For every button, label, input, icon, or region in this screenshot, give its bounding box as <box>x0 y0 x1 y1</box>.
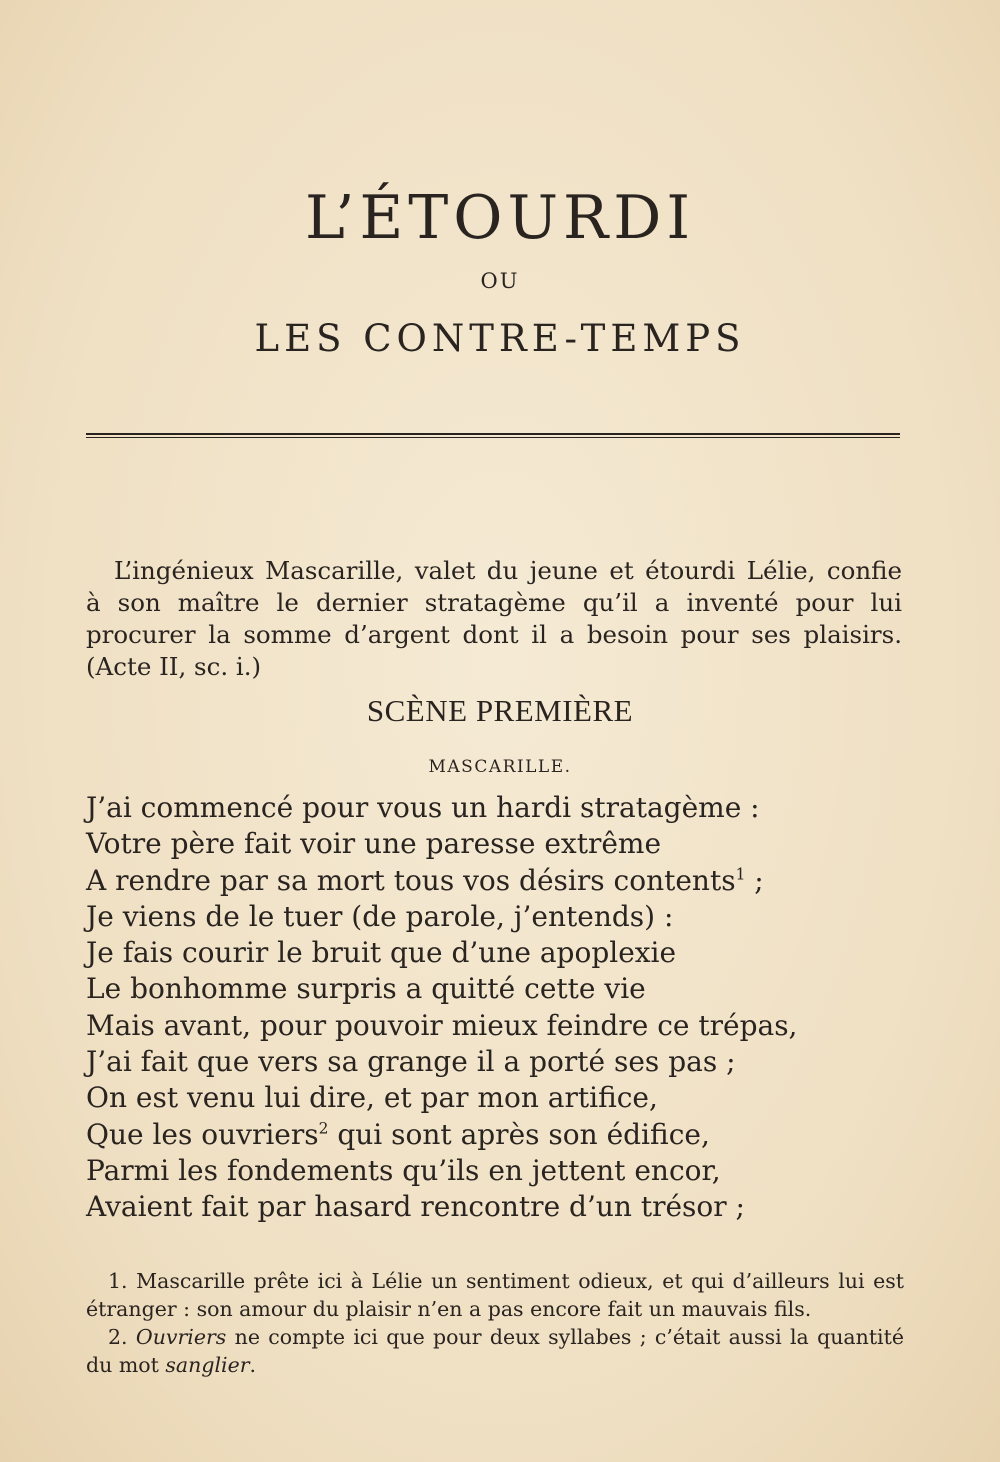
footnotes <box>86 1267 904 1379</box>
footnote-reference-1: 1 <box>735 865 746 884</box>
summary-line: (Acte II, sc. i.) <box>86 652 262 681</box>
play-title: L’ÉTOURDI <box>304 183 696 253</box>
footnote-text: ne compte ici que pour deux syllabes ; c’était aussi la quantité du mot <box>86 1325 904 1377</box>
summary-line: à son maître le dernier stratagème qu’il a inventé pour lui <box>86 588 902 617</box>
verse-line: Mais avant, pour pouvoir mieux feindre ce trépas, <box>86 1008 798 1042</box>
verse-line-punct: ; <box>745 863 764 897</box>
verse-block <box>86 790 906 1226</box>
footnote-number: 2. <box>108 1325 128 1349</box>
verse-line <box>86 1117 906 1153</box>
footnote-1 <box>86 1267 904 1323</box>
footnote-italic-word: sanglier <box>165 1353 250 1377</box>
verse-line: Je viens de le tuer (de parole, j’entends) : <box>86 899 674 933</box>
verse-line-text: A rendre par sa mort tous vos désirs contents <box>86 863 736 897</box>
verse-line: On est venu lui dire, et par mon artifice, <box>86 1081 658 1115</box>
footnote-number: 1. <box>108 1269 128 1293</box>
verse-line: Parmi les fondements qu’ils en jettent encor, <box>86 1153 721 1187</box>
verse-line: J’ai fait que vers sa grange il a porté ses pas ; <box>86 1045 736 1079</box>
scene-summary <box>86 555 902 683</box>
verse-line <box>86 863 906 899</box>
summary-line: L’ingénieux Mascarille, valet du jeune et étourdi Lélie, confie <box>114 556 902 585</box>
verse-line-text: Que les ouvriers <box>86 1117 319 1151</box>
title-conjunction: OU <box>480 269 520 293</box>
verse-line: Votre père fait voir une paresse extrême <box>86 827 662 861</box>
title-rule-divider <box>86 433 900 438</box>
speaker-name: MASCARILLE. <box>428 757 572 777</box>
footnote-text: Mascarille prête ici à Lélie un sentiment odieux, et qui d’ailleurs lui est étranger : son amour du plaisir n’en a pas encore fait un mauvais fils. <box>86 1269 904 1321</box>
footnote-end: . <box>249 1353 257 1377</box>
verse-line: Le bonhomme surpris a quitté cette vie <box>86 972 646 1006</box>
verse-line: J’ai commencé pour vous un hardi stratagème : <box>86 791 760 824</box>
footnote-italic-word: Ouvriers <box>135 1325 227 1349</box>
summary-line: procurer la somme d’argent dont il a besoin pour ses plaisirs. <box>86 620 902 649</box>
footnote-reference-2: 2 <box>318 1119 329 1138</box>
scene-heading: SCÈNE PREMIÈRE <box>366 693 634 728</box>
verse-line: Avaient fait par hasard rencontre d’un trésor ; <box>86 1190 745 1224</box>
verse-line: Je fais courir le bruit que d’une apoplexie <box>86 936 677 970</box>
footnote-2 <box>86 1323 904 1379</box>
play-subtitle: LES CONTRE-TEMPS <box>254 317 746 360</box>
verse-line-rest: qui sont après son édifice, <box>328 1117 710 1151</box>
